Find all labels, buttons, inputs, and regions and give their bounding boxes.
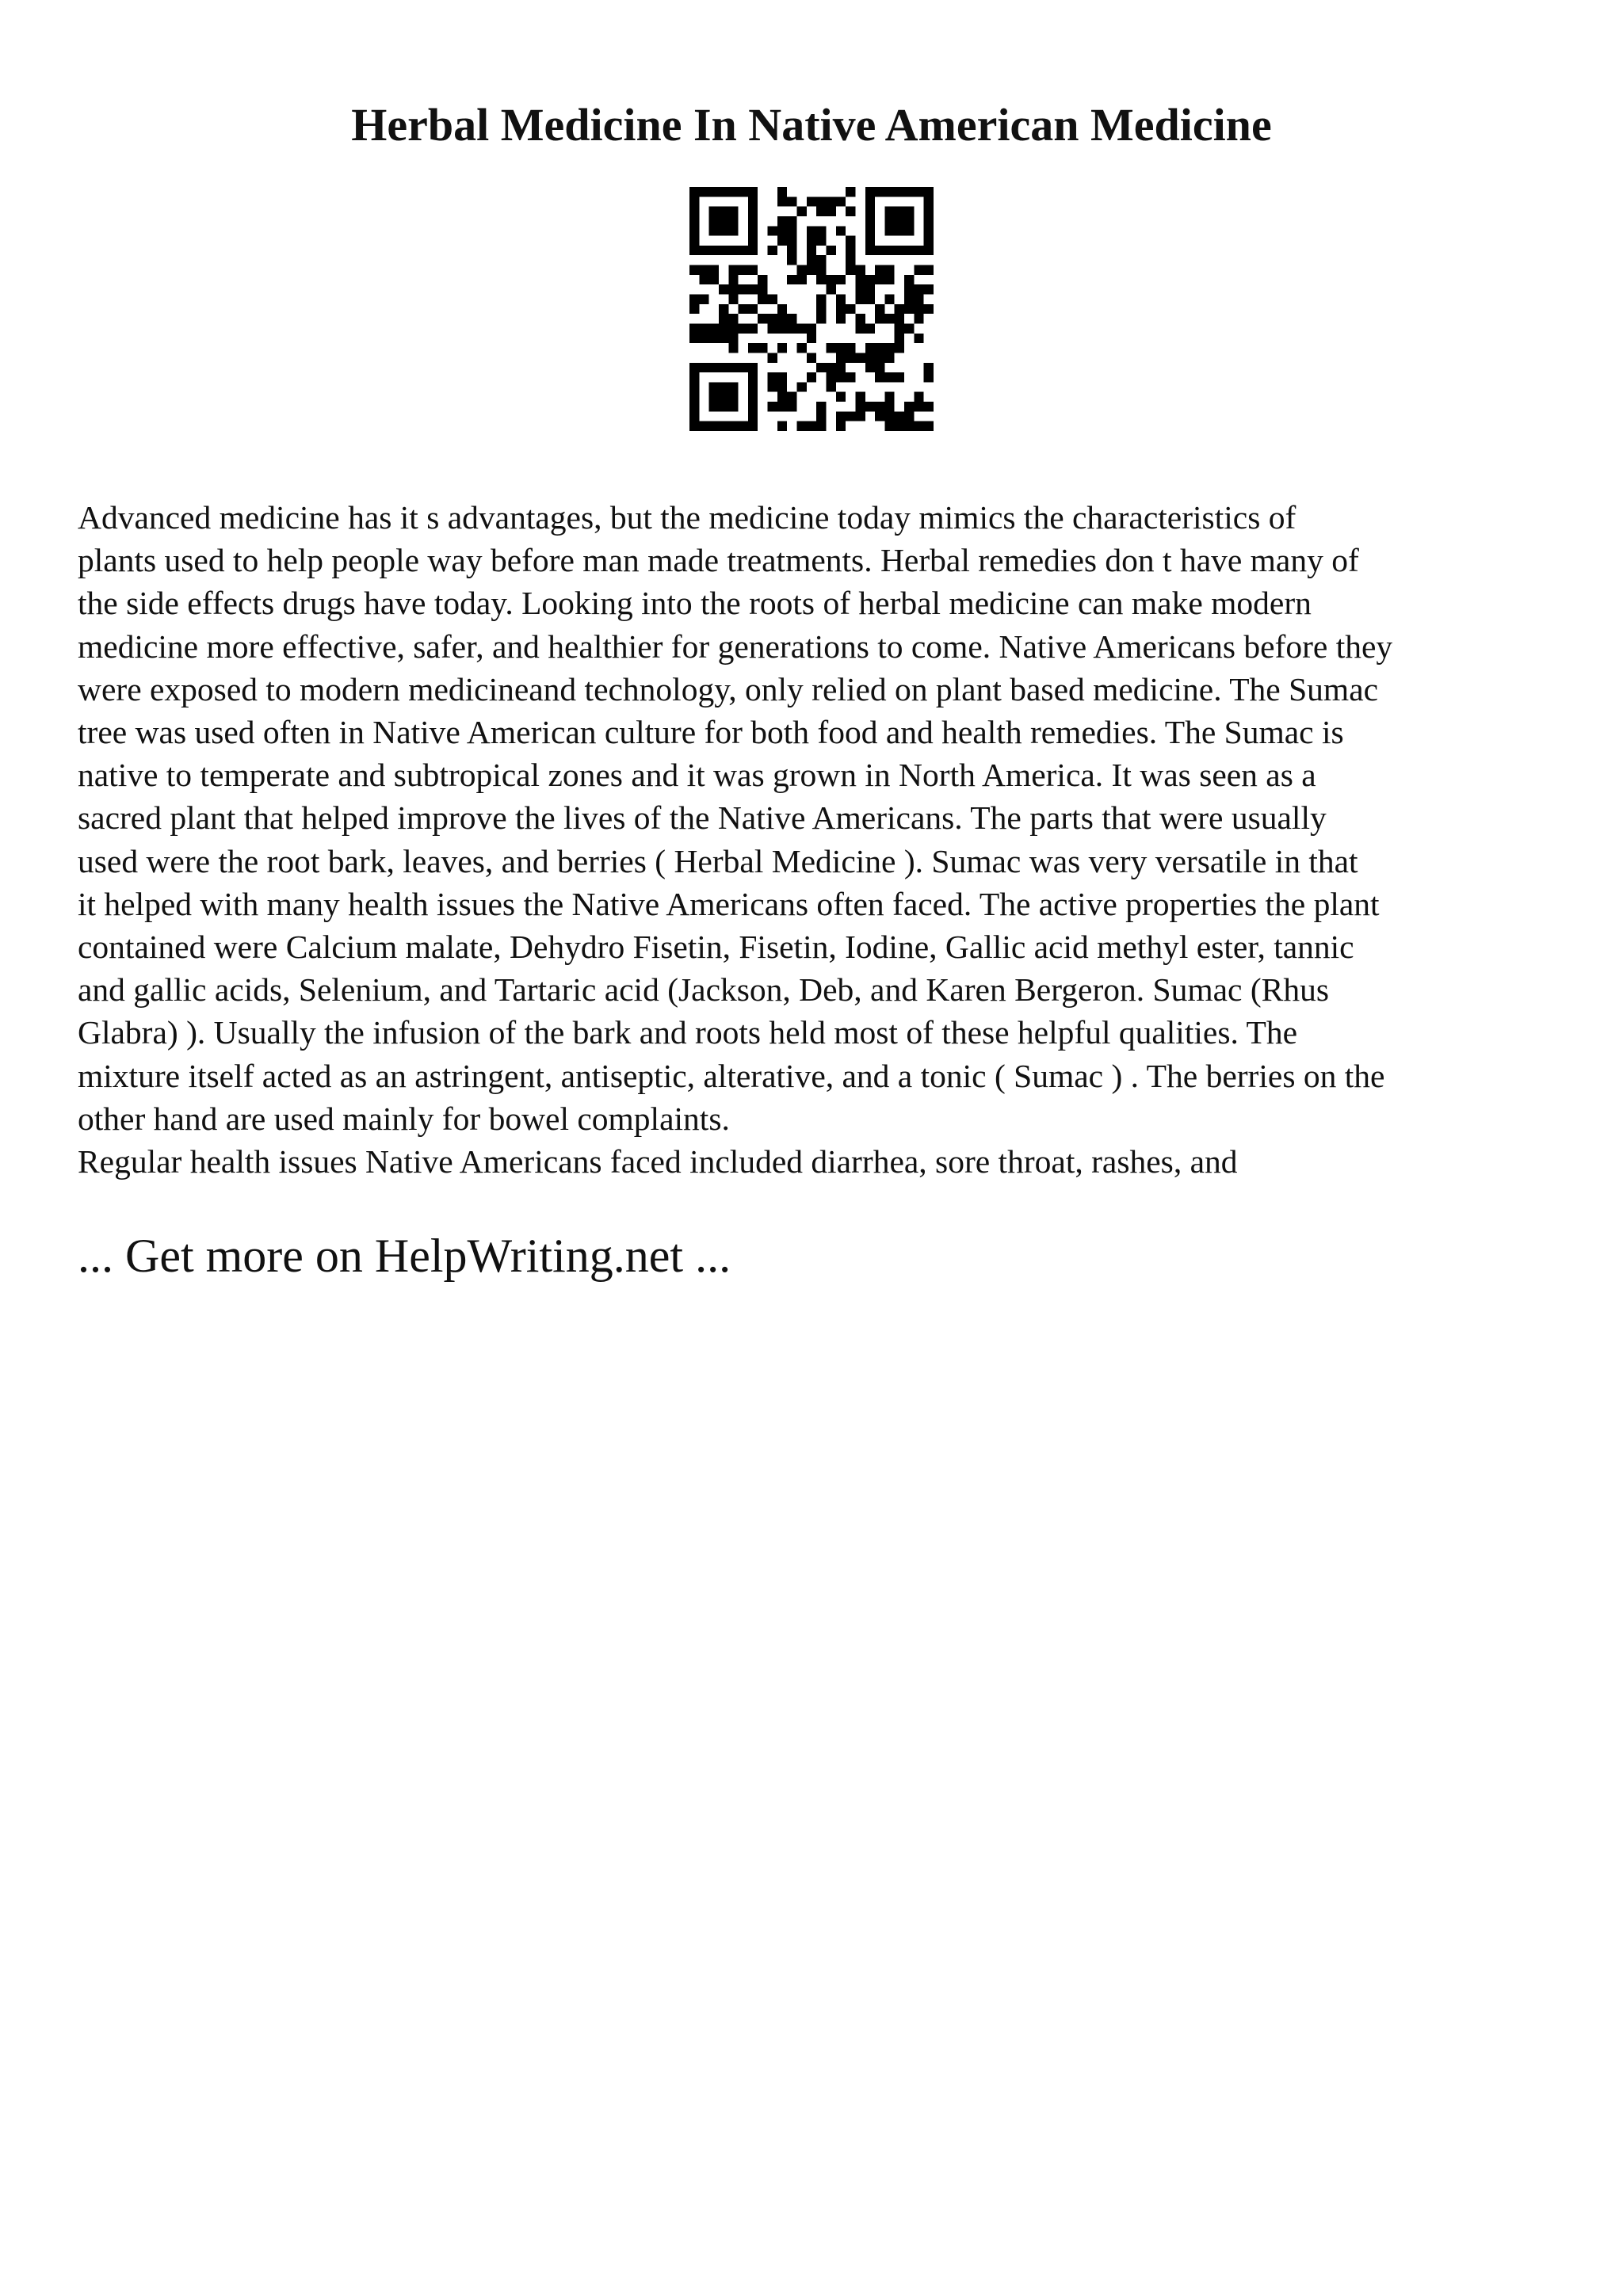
document-title: Herbal Medicine In Native American Medicine — [351, 99, 1272, 151]
qr-code-icon — [689, 187, 934, 431]
get-more-link[interactable]: ... Get more on HelpWriting.net ... — [78, 1230, 731, 1282]
body-paragraph: Regular health issues Native Americans faced included diarrhea, sore throat, rashes, and — [78, 1143, 1238, 1180]
body-paragraph: Advanced medicine has it s advantages, but the medicine today mimics the characteristics of plants used to help people way before man made treatments. Herbal remedies don t have many of the side effects drugs have today. Looking into the roots of herbal medicine can make modern medicine more effective, safer, and healthier for generations to come. Native Americans before they were exposed to modern medicineand technology, only relied on plant based medicine. The Sumac tree was used often in Native American culture for both food and health remedies. The Sumac is native to temperate and subtropical zones and it was grown in North America. It was seen as a sacred plant that helped improve the lives of the Native Americans. The parts that were usually used were the root bark, leaves, and berries ( Herbal Medicine ). Sumac was very versatile in that it helped with many health issues the Native Americans often faced. The active properties the plant contained were Calcium malate, Dehydro Fisetin, Fisetin, Iodine, Gallic acid methyl ester, tannic and gallic acids, Selenium, and Tartaric acid (Jackson, Deb, and Karen Bergeron. Sumac (Rhus Glabra) ). Usually the infusion of the bark and roots held most of these helpful qualities. The mixture itself acted as an astringent, antiseptic, alterative, and a tonic ( Sumac ) . The berries on the other hand are used mainly for bowel complaints. — [78, 499, 1393, 1137]
article-body — [78, 496, 1575, 1183]
